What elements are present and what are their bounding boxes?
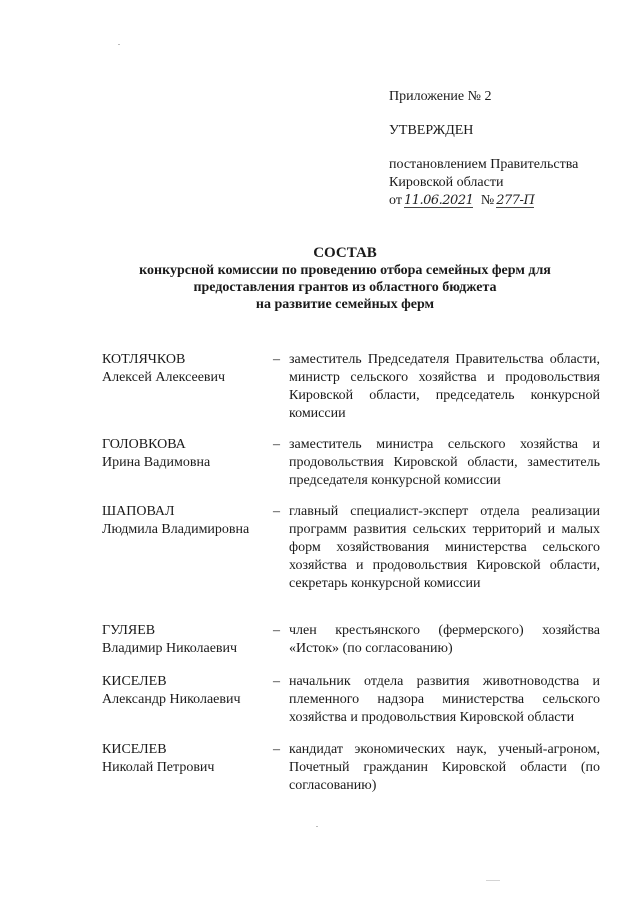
scan-speck xyxy=(486,880,500,881)
member-given-name: Алексей Алексеевич xyxy=(102,370,226,385)
appendix-label: Приложение № 2 xyxy=(389,89,492,104)
dash-separator: – xyxy=(273,504,280,519)
member-name xyxy=(102,673,272,709)
member-role: кандидат экономических наук, ученый-агроном, Почетный гражданин Кировской области (по согласованию) xyxy=(289,742,600,793)
member-name xyxy=(102,351,272,387)
member-surname: КИСЕЛЕВ xyxy=(102,742,167,757)
member-surname: ГУЛЯЕВ xyxy=(102,623,156,638)
scan-speck xyxy=(316,826,318,827)
number-prefix: № xyxy=(480,193,495,208)
member-name xyxy=(102,503,272,539)
member-role: заместитель министра сельского хозяйства и продовольствия Кировской области, заместитель председателя конкурсной комиссии xyxy=(289,437,600,488)
member-given-name: Владимир Николаевич xyxy=(102,641,238,656)
dash-separator: – xyxy=(273,674,280,689)
member-surname: ГОЛОВКОВА xyxy=(102,437,186,452)
member-role: начальник отдела развития животноводства и племенного надзора министерства сельского хозяйства и продовольствия Кировской области xyxy=(289,674,600,725)
member-role: заместитель Председателя Правительства области, министр сельского хозяйства и продовольствия Кировской области, председатель конкурсной комиссии xyxy=(289,352,600,421)
approval-header xyxy=(389,88,619,210)
member-name xyxy=(102,622,272,658)
title-line-3: на развитие семейных ферм xyxy=(255,297,435,312)
document-title xyxy=(0,245,640,313)
handwritten-number: 277-П xyxy=(496,193,535,208)
dash-separator: – xyxy=(273,437,280,452)
handwritten-date: 11.06.2021 xyxy=(403,193,474,208)
member-given-name: Александр Николаевич xyxy=(102,692,241,707)
decree-line-2: Кировской области xyxy=(389,175,504,190)
member-surname: КИСЕЛЕВ xyxy=(102,674,167,689)
member-role: член крестьянского (фермерского) хозяйства «Исток» (по согласованию) xyxy=(289,623,600,656)
member-given-name: Николай Петрович xyxy=(102,760,215,775)
decree-line-1: постановлением Правительства xyxy=(389,157,579,172)
approved-label: УТВЕРЖДЕН xyxy=(389,123,474,138)
dash-separator: – xyxy=(273,352,280,367)
date-prefix: от xyxy=(389,193,402,208)
member-surname: КОТЛЯЧКОВ xyxy=(102,352,186,367)
member-given-name: Людмила Владимировна xyxy=(102,522,250,537)
title-line-1: конкурсной комиссии по проведению отбора семейных ферм для xyxy=(139,263,551,278)
title-main: СОСТАВ xyxy=(313,245,377,261)
member-role: главный специалист-эксперт отдела реализации программ развития сельских территорий и малых форм хозяйствования министерства сельского хозяйства и продовольствия Кировской области, секретарь конкурсной комиссии xyxy=(289,504,600,591)
member-surname: ШАПОВАЛ xyxy=(102,504,175,519)
member-name xyxy=(102,741,272,777)
dash-separator: – xyxy=(273,623,280,638)
member-name xyxy=(102,436,272,472)
decree-date-number xyxy=(389,192,619,210)
dash-separator: – xyxy=(273,742,280,757)
scan-speck xyxy=(118,44,120,45)
member-given-name: Ирина Вадимовна xyxy=(102,455,211,470)
title-line-2: предоставления грантов из областного бюджета xyxy=(193,280,497,295)
